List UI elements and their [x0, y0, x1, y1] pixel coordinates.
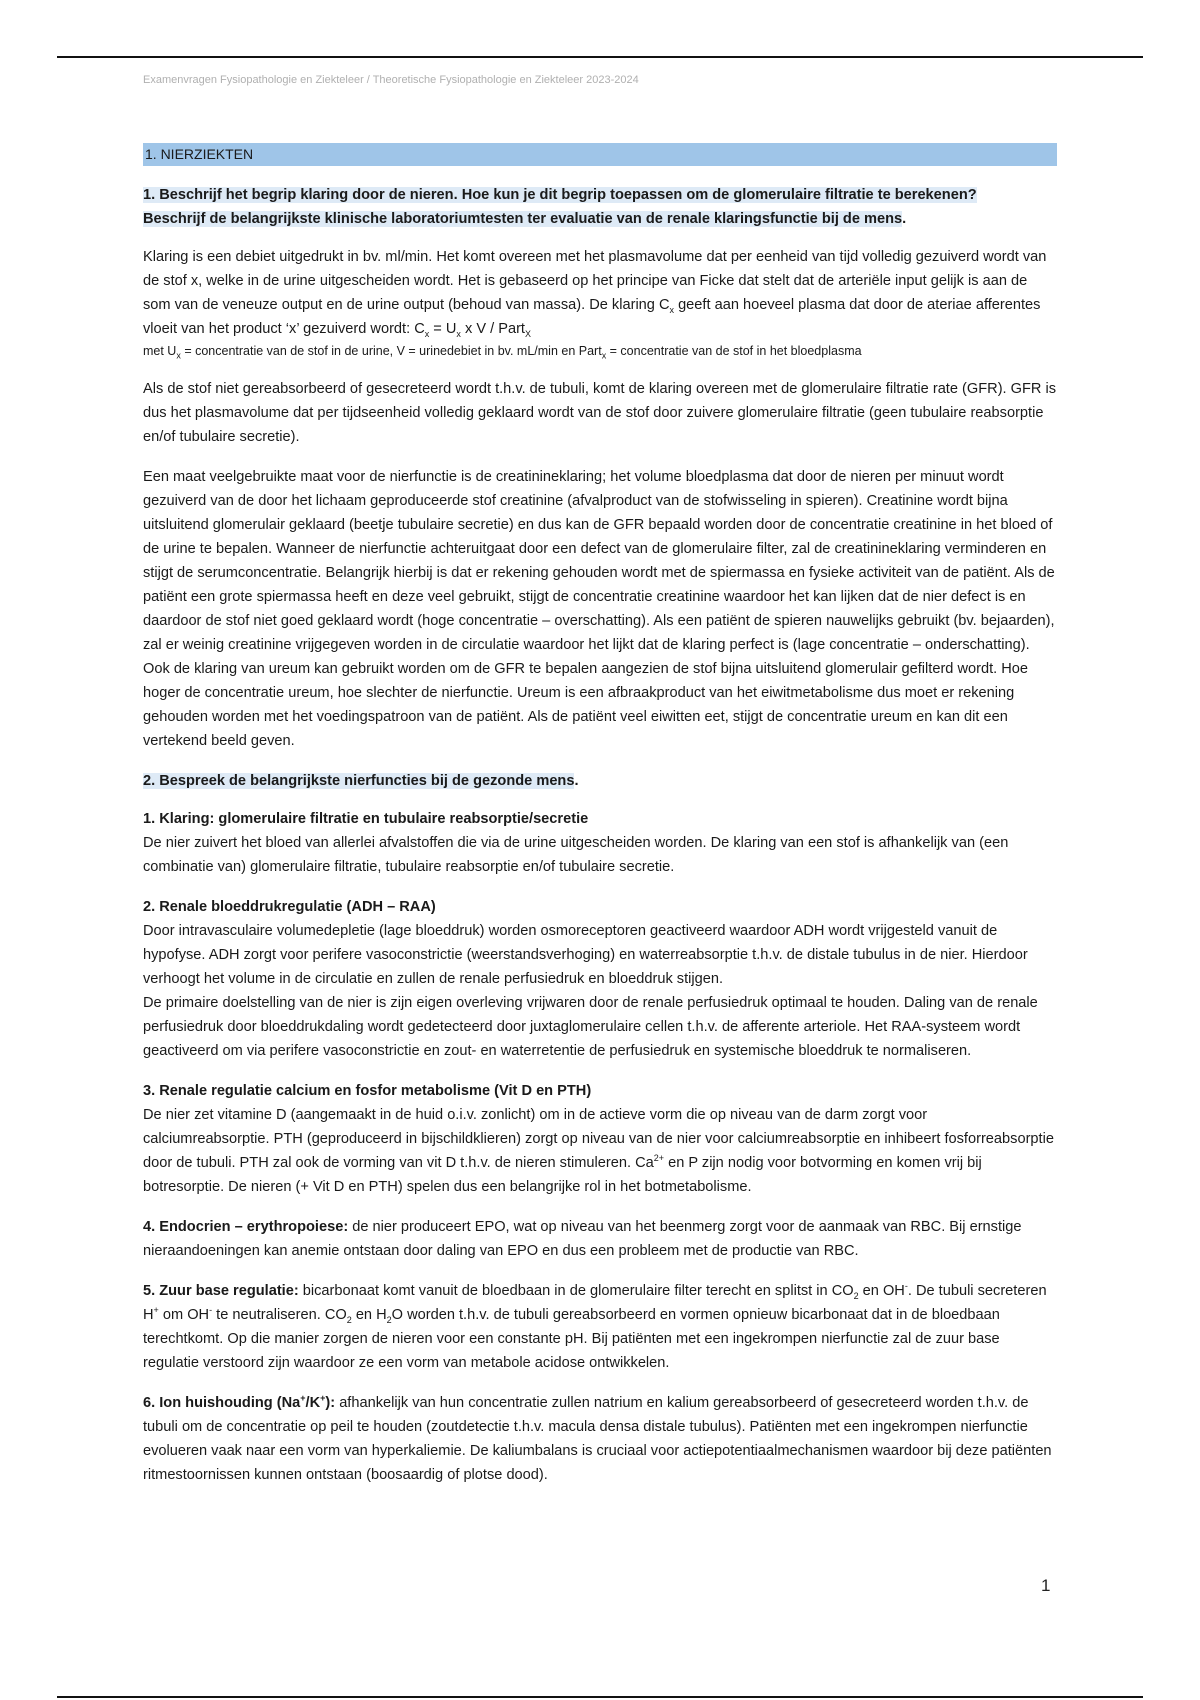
function-3 — [143, 1079, 1057, 1199]
creatinine-paragraph: Een maat veelgebruikte maat voor de nierfunctie is de creatinineklaring; het volume bloedplasma dat door de nieren per minuut wordt gezuiverd van de door het lichaam geproduceerde stof creatinine (afvalproduct van de stofwisseling in spieren). Creatinine wordt bijna uitsluitend glomerulair geklaard (beetje tubulaire secretie) en dus kan de GFR bepaald worden door de concentratie creatinine in het bloed of de urine te bepalen. Wanneer de nierfunctie achteruitgaat door een defect van de glomerulaire filter, zal de creatinineklaring verminderen en stijgt de serumconcentratie. Belangrijk hierbij is dat er rekening gehouden wordt met de spiermassa en fysieke activiteit van de patiënt. Als de patiënt een grote spiermassa heeft en deze veel gebruikt, stijgt de concentratie creatinine waardoor het kan lijken dat de nier defect is en daardoor de stof niet goed geklaard wordt (hoge concentratie – overschatting). Als een patiënt de spieren nauwelijks gebruikt (bv. bejaarden), zal er weinig creatinine vrijgegeven worden in de circulatie waardoor het lijkt dat de klaring perfect is (lage concentratie – onderschatting). Ook de klaring van ureum kan gebruikt worden om de GFR te bepalen aangezien de stof bijna uitsluitend glomerulair gefilterd wordt. Hoe hoger de concentratie ureum, hoe slechter de nierfunctie. Ureum is een afbraakproduct van het eiwitmetabolisme dus moet er rekening gehouden worden met het voedingspatroon van de patiënt. Als de patiënt veel eiwitten eet, stijgt de concentratie ureum en kan dit een vertekend beeld geven. — [143, 469, 1055, 749]
function-6-title: 6. Ion huishouding (Na+/K+): — [143, 1393, 336, 1411]
function-2-text-2: De primaire doelstelling van de nier is zijn eigen overleving vrijwaren door de renale perfusiedruk optimaal te houden. Daling van de renale perfusiedruk door bloeddrukdaling wordt gedetecteerd door juxtaglomerulaire cellen t.h.v. de afferente arteriole. Het RAA-systeem wordt geactiveerd om via perifere vasoconstrictie en zout- en waterretentie de perfusiedruk en systemische bloeddruk te normaliseren. — [143, 995, 1038, 1059]
function-4-title: 4. Endocrien – erythropoiese: — [143, 1219, 349, 1235]
question-2-title: 2. Bespreek de belangrijkste nierfuncties bij de gezonde mens. — [143, 773, 579, 789]
function-1-text: De nier zuivert het bloed van allerlei afvalstoffen die via de urine uitgescheiden worden. De klaring van een stof is afhankelijk van (een combinatie van) glomerulaire filtratie, tubulaire reabsorptie en/of tubulaire secretie. — [143, 835, 1009, 875]
function-3-text: De nier zet vitamine D (aangemaakt in de huid o.i.v. zonlicht) om in de actieve vorm die op niveau van de darm zorgt voor calciumreabsorptie. PTH (geproduceerd in bijschildklieren) zorgt op niveau van de nier voor calciumreabsorptie en inhibeert fosforreabsorptie door de tubuli. PTH zal ook de vorming van vit D t.h.v. de nieren stimuleren. $Ca^{2+}$ en P zijn nodig voor botvorming en komen vrij bij botresorptie. De nieren (+ Vit D en PTH) spelen dus een belangrijke rol in het botmetabolisme. — [143, 1107, 1054, 1195]
function-2 — [143, 895, 1057, 1063]
function-3-title: 3. Renale regulatie calcium en fosfor metabolisme (Vit D en PTH) — [143, 1083, 592, 1099]
top-rule — [57, 56, 1143, 58]
function-6-text: afhankelijk van hun concentratie zullen natrium en kalium gereabsorbeerd of gesecreteerd worden t.h.v. de tubuli om de concentratie op peil te houden (zoutdetectie t.h.v. macula densa distale tubulus). Patiënten met een ingekrompen nierfunctie evolueren vaak naar een vorm van hyperkaliemie. De kaliumbalans is cruciaal voor actiepotentiaalmechanismen waardoor bij deze patiënten ritmestoornissen kunnen ontstaan (boosaardig of plotse dood). — [143, 1395, 1052, 1483]
gfr-paragraph: Als de stof niet gereabsorbeerd of gesecreteerd wordt t.h.v. de tubuli, komt de klaring overeen met de glomerulaire filtratie rate (GFR). GFR is dus het plasmavolume dat per tijdseenheid volledig geklaard wordt van de stof door zuivere glomerulaire filtratie (geen tubulaire reabsorptie en/of tubulaire secretie). — [143, 381, 1057, 445]
function-4-text: de nier produceert EPO, wat op niveau van het beenmerg zorgt voor de aanmaak van RBC. Bij ernstige nieraandoeningen kan anemie ontstaan door daling van EPO en dus een probleem met de productie van RBC. — [143, 1219, 1022, 1259]
question-1-title-line2: Beschrijf de belangrijkste klinische laboratoriumtesten ter evaluatie van de renale klaringsfunctie bij de mens — [143, 211, 903, 227]
function-5: 5. Zuur base regulatie: bicarbonaat komt vanuit de bloedbaan in de glomerulaire filter terecht en splitst in $CO_2$ en OH-. De tubuli secreteren H+ om OH- te neutraliseren. $CO_2$ en $H_2O$ worden t.h.v. de tubuli gereabsorbeerd en vormen opnieuw bicarbonaat dat in de bloedbaan terechtkomt. Op die manier zorgen de nieren voor een constante pH. Bij patiënten met een ingekrompen nierfunctie zal de zuur base regulatie verstoord zijn waardoor ze een vorm van metabole acidose ontwikkelen. — [143, 1281, 1047, 1371]
function-2-text-1: Door intravasculaire volumedepletie (lage bloeddruk) worden osmoreceptoren geactiveerd waardoor ADH wordt vrijgesteld vanuit de hypofyse. ADH zorgt voor perifere vasoconstrictie (weerstandsverhoging) en waterreabsorptie t.h.v. de distale tubulus in de nier. Hierdoor verhoogt het volume in de circulatie en zullen de renale perfusiedruk en bloeddruk stijgen. — [143, 923, 1028, 987]
function-2-title: 2. Renale bloeddrukregulatie (ADH – RAA) — [143, 899, 436, 915]
section-heading: 1. NIERZIEKTEN — [143, 143, 1057, 166]
question-1-title: 1. Beschrijf het begrip klaring door de nieren. Hoe kun je dit begrip toepassen om de glomerulaire filtratie te berekenen? Beschrijf de belangrijkste klinische laboratoriumtesten ter evaluatie van de renale klaringsfunctie bij de mens. — [143, 187, 977, 227]
function-6 — [143, 1391, 1057, 1487]
running-header: Examenvragen Fysiopathologie en Ziekteleer / Theoretische Fysiopathologie en Ziekteleer 2023-2024 — [143, 74, 639, 86]
page-content — [143, 143, 1057, 1503]
question-1-title-line1: 1. Beschrijf het begrip klaring door de nieren. Hoe kun je dit begrip toepassen om de glomerulaire filtratie te berekenen? — [143, 187, 977, 203]
bottom-rule — [57, 1696, 1143, 1698]
klaring-definition-paragraph: Klaring is een debiet uitgedrukt in bv. ml/min. Het komt overeen met het plasmavolume dat per eenheid van tijd volledig gezuiverd wordt van de stof x, welke in de urine uitgescheiden wordt. Het is gebaseerd op het principe van Ficke dat stelt dat de arteriële input gelijk is aan de som van de veneuze output en de urine output (behoud van massa). De klaring $C_x$ geeft aan hoeveel plasma dat door de ateriae afferentes vloeit van het product ‘x’ gezuiverd wordt: $C_x = U_x$ x V / Part$_X$ — [143, 249, 1047, 339]
function-1 — [143, 807, 1057, 879]
function-1-title: 1. Klaring: glomerulaire filtratie en tubulaire reabsorptie/secretie — [143, 811, 589, 827]
page-number: 1 — [1041, 1576, 1051, 1595]
formula-note: met $U_x$ = concentratie van de stof in de urine, V = urinedebiet in bv. mL/min en Part$_x$ = concentratie van de stof in het bloedplasma — [143, 344, 862, 361]
function-4 — [143, 1215, 1057, 1263]
function-5-title: 5. Zuur base regulatie: — [143, 1283, 299, 1299]
